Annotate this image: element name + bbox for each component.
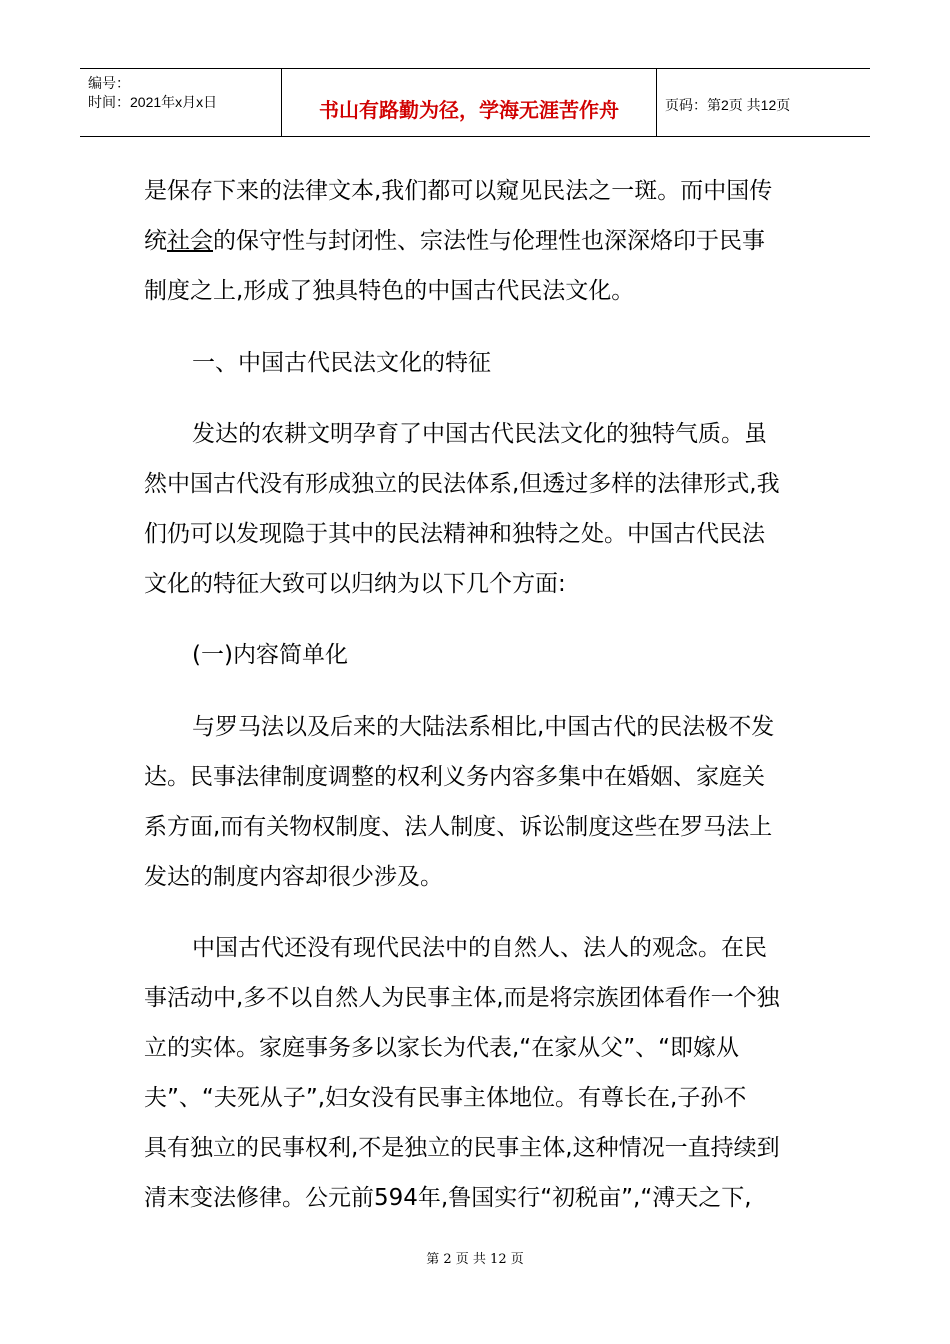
- document-number-label: 编号：: [88, 75, 130, 91]
- page-header: [80, 68, 870, 137]
- paragraph-line: 制度之上,形成了独具特色的中国古代民法文化。: [144, 278, 635, 304]
- paragraph-line: 系方面,而有关物权制度、法人制度、诉讼制度这些在罗马法上: [144, 814, 773, 840]
- header-page-cell: [657, 69, 870, 136]
- paragraph-line: 立的实体。家庭事务多以家长为代表,“在家从父”、“即嫁从: [144, 1035, 740, 1061]
- paragraph-line: 事活动中,多不以自然人为民事主体,而是将宗族团体看作一个独: [144, 985, 780, 1011]
- text-span: 的保守性与封闭性、宗法性与伦理性也深深烙印于民事: [213, 228, 765, 254]
- paragraph-line: 具有独立的民事权利,不是独立的民事主体,这种情况一直持续到: [144, 1135, 780, 1161]
- header-meta-cell: [80, 69, 282, 136]
- paragraph-line: [144, 222, 814, 255]
- section-heading: 一、中国古代民法文化的特征: [192, 350, 491, 376]
- underlined-term-link[interactable]: 社会: [167, 228, 213, 254]
- document-date-label: 时间：2021年x月x日: [88, 94, 218, 110]
- paragraph-line: 发达的制度内容却很少涉及。: [144, 864, 443, 890]
- paragraph-line: 清末变法修律。公元前594年,鲁国实行“初税亩”,“溥天之下,: [144, 1185, 752, 1211]
- paragraph-line: 们仍可以发现隐于其中的民法精神和独特之处。中国古代民法: [144, 521, 765, 547]
- paragraph-line: 文化的特征大致可以归纳为以下几个方面:: [144, 571, 566, 597]
- page-footer: 第 2 页 共 12 页: [426, 1252, 524, 1267]
- paragraph-line: 达。民事法律制度调整的权利义务内容多集中在婚姻、家庭关: [144, 764, 765, 790]
- header-page-info: 页码：第2页 共12页: [665, 97, 791, 113]
- paragraph-line: 发达的农耕文明孕育了中国古代民法文化的独特气质。虽: [192, 421, 767, 447]
- paragraph-line: 夫”、“夫死从子”,妇女没有民事主体地位。有尊长在,子孙不: [144, 1085, 747, 1111]
- paragraph-line: 然中国古代没有形成独立的民法体系,但透过多样的法律形式,我: [144, 471, 780, 497]
- text-span: 统: [144, 228, 167, 254]
- header-motto-cell: [282, 69, 657, 136]
- subsection-heading: (一)内容简单化: [192, 642, 348, 668]
- paragraph-line: 是保存下来的法律文本,我们都可以窥见民法之一斑。而中国传: [144, 178, 773, 204]
- paragraph-line: 中国古代还没有现代民法中的自然人、法人的观念。在民: [192, 935, 767, 961]
- header-motto: 书山有路勤为径，学海无涯苦作舟: [319, 98, 619, 122]
- paragraph-line: 与罗马法以及后来的大陆法系相比,中国古代的民法极不发: [192, 714, 775, 740]
